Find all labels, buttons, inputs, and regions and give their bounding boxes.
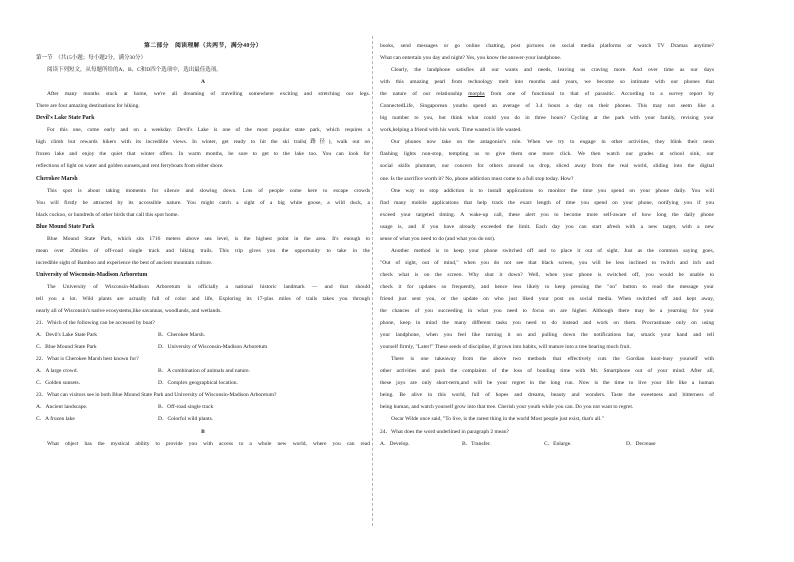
para-line: Our phones now take on the antagonist's role. When we try to engage in other activities, they blink their neon <box>391 139 714 146</box>
q24-option-b[interactable]: B．Transfer. <box>462 440 491 447</box>
q22-options-row <box>36 365 370 377</box>
para-line: sense of what you need to do (and what you do not). <box>380 235 496 242</box>
para-line: reflections of light on water and golden sunsets,and rent ferryboats from either shore. <box>36 163 224 170</box>
para-line: Clearly, the landphone satisfies all our wants and needs, leaving us craving more. And over time as our days <box>391 67 714 74</box>
para-line: being. Be alive in this world, full of hopes and dreams, beauty and wonders. Taste the sweetness and bitterness of <box>380 392 714 399</box>
right-column <box>380 40 714 450</box>
para-line: check it for updates so frequently, and hence less likely to keep pressing the "on" button to read the message your <box>380 283 714 290</box>
quote-line: Oscar Wilde once said, "To live, is the rarest thing in the world Most people just exist, that's all." <box>391 416 604 423</box>
para-line: friend just sent you, or the update on who just liked your post on social media. When switched off and kept away, <box>380 295 714 302</box>
para-line: What can entertain you day and night? Yes, you know the answer-your landphone. <box>380 55 562 62</box>
q22-option-b[interactable]: B．A combination of animals and nature. <box>158 368 250 375</box>
para-line: flashing lights non-stop, tempting us to give them one more click. We then watch our grades at school sink, our <box>380 151 714 158</box>
q24-option-d[interactable]: D．Decrease <box>626 440 656 447</box>
para-line: these joys are only short-term,and will be your regret in the long run. Now is the time to live your life like a human <box>380 380 714 387</box>
left-column <box>36 40 370 450</box>
question-24: 24．What does the word underlined in paragraph 2 mean? <box>380 428 509 435</box>
para-line: phone, keep in mind the many different tasks you need to do instead and work on them. Procrastinate only on using <box>380 320 714 327</box>
q21-options-row <box>36 329 370 341</box>
passage-b-label: B <box>201 428 205 435</box>
para-line: What object has the mystical ability to provide you with access to a whole new world, where you can read <box>47 440 370 447</box>
para-line: ConnectedLife, Singaporean youths spend an average of 3.4 hours a day on their phones. This may not seem like a <box>380 103 714 110</box>
heading-cherokee-marsh: Cherokee Marsh <box>36 175 78 182</box>
para-line: high climb but rewards hikers with its incredible views. In winter, get ready to hit the ski trails(路径), walk out on <box>36 139 370 146</box>
q22-option-a[interactable]: A．A large crowd. <box>36 368 78 375</box>
para-line: Blue Mound State Park, which sits 1716 meters above sea level, is the highest point in the area. It's enough to <box>47 235 370 242</box>
para-line: "Out of sight, out of mind," when you do not see that black screen, you will be less inclined to twitch and itch and <box>380 259 714 266</box>
para-line: social skills plummet, our concern for others around us drop, sliced away from the real world, sliding into the digital <box>380 163 714 170</box>
q21-options-row <box>36 341 370 353</box>
heading-devils-lake: Devil's Lake State Park <box>36 115 95 122</box>
para-line: usage is, and if you have already exceeded the limit. Each day you can start afresh with a new target, with a new <box>380 223 714 230</box>
q22-options-row <box>36 377 370 389</box>
para-line: tell you a lot. Wild plants are actually full of color and life, Exploring its 17-plus miles of trails takes you through <box>36 295 370 302</box>
q21-option-b[interactable]: B．Cherokee Marsh. <box>158 332 206 339</box>
q23-option-d[interactable]: D．Colorful wild plants. <box>158 416 214 423</box>
para-line: other activities and push the complaints of the loss of bonding time with Mr. Smartphone out of your mind. After all, <box>380 368 714 375</box>
instruction: 阅读下列短文，从每题所给的A、B、C和D四个选项中，选出最佳选项。 <box>47 67 222 74</box>
column-divider <box>372 36 373 526</box>
question-21: 21．Which of the following can be accessed by boat? <box>36 320 155 327</box>
para-line: For this one, come early and on a weekday. Devil's Lake is one of the most popular state park, which requires a <box>47 127 370 134</box>
q23-options-row <box>36 413 370 425</box>
q22-option-c[interactable]: C．Golden sunsets. <box>36 380 81 387</box>
para-line-underlined <box>380 88 714 100</box>
para-line: black cuckoo, or hundreds of other birds that call this spot home. <box>36 211 179 218</box>
underlined-word: morphs <box>468 91 485 98</box>
section-title: 第二部分 阅读理解（共两节，满分40分） <box>144 43 262 49</box>
para-line: one. Is the sacrifice worth it? No, phone addiction must come to a full stop today. How? <box>380 175 574 182</box>
para-line: being human, and watch yourself grow into that tree. Cherish your youth while you can. Do you not want to regret. <box>380 404 634 411</box>
heading-arboretum: University of Wisconsin-Madison Arboretum <box>36 271 148 278</box>
para-line: You will firstly be attracted by its accessible nature. You might catch a sight of a big white goose, a wild duck, a <box>36 199 370 206</box>
para-line: nearly all of Wisconsin's native ecosystems,like savannas, woodlands, and wetlands. <box>36 308 222 315</box>
para-line: incredible sight of Bamboo and experience the best of ancient mountain culture. <box>36 259 213 266</box>
para-line: This spot is about taking moments for silence and slowing down. Lots of people come here to escape crowds <box>47 187 370 194</box>
para-line: big number to you, but think what could you do in three hours? Cycling at the park with your family, revising your <box>380 115 714 122</box>
para-line: work,helping a friend with his work. Time wasted is life wasted. <box>380 127 522 134</box>
heading-blue-mound: Blue Mound State Park <box>36 223 95 230</box>
para-line: exceed your targeted timing. A wake-up call, these alert you to become more self-aware of how long the daily phone <box>380 211 714 218</box>
q21-option-c[interactable]: C．Blue Mound State Park <box>36 344 97 351</box>
para-line: your landphone, when you feel like turning it on and pulling down the notifications bar, smack your hand and tell <box>380 332 714 339</box>
para-line: check what is on the screen. Why shut it down? Well, when your phone is switched off, you would be unable to <box>380 271 714 278</box>
q23-options-row <box>36 401 370 413</box>
question-22: 22．What is Cherokee Marsh best known for? <box>36 356 139 363</box>
para-line: find many mobile applications that help track the exact length of time you spend on your phone, notifying you if you <box>380 199 714 206</box>
intro-line: There are four amazing destinations for hiking. <box>36 103 140 110</box>
para-line: with this amazing pearl from technology melt into months and years, we become so intimate with our phones that <box>380 79 714 86</box>
q21-option-d[interactable]: D．University of Wisconsin-Madison Arboretum <box>158 344 268 351</box>
para-line: Another method is to keep your phone switched off and to place it out of sight. Just as the common saying goes, <box>391 247 714 254</box>
text-run: from one of functional to that of parasitic. According to a survey report by <box>484 91 714 98</box>
para-line: The University of Wisconsin-Madison Arboretum is officially a national historic landmark — and that should <box>47 283 370 290</box>
q23-option-a[interactable]: A．Ancient landscape. <box>36 404 88 411</box>
text-run: the nature of our relationship <box>380 91 469 98</box>
passage-a-label: A <box>201 79 205 86</box>
q23-option-b[interactable]: B．Off-road single track <box>158 404 214 411</box>
para-line: books, send messages or go online chatting, post pictures on social media platforms or watch TV Dramas anytime? <box>380 43 714 49</box>
q24-options-row <box>380 438 714 450</box>
question-23: 23．What can visitors see in both Blue Mound State Park and University of Wisconsin-Madison Arboretum? <box>36 392 277 399</box>
para-line: yourself firmly, "Later!" These seeds of discipline, if grown into habits, will mature into a tree bearing much fruit. <box>380 344 631 351</box>
q22-option-d[interactable]: D．Complex geographical location. <box>158 380 238 387</box>
intro-line: After many months stuck at home, we're all dreaming of travelling somewhere exciting and stretching our legs. <box>47 91 370 98</box>
q21-option-a[interactable]: A．Devil's Lake State Park <box>36 332 98 339</box>
q23-option-c[interactable]: C．A frozen lake <box>36 416 75 423</box>
para-line: the chances of you succeeding in what you need to focus on are higher. Although there may be a yearning for your <box>380 308 714 315</box>
para-line: frozen lake and enjoy the quiet that winter offers. In warm months, be sure to get to the lake too. You can look for <box>36 151 370 158</box>
para-line: There is one takeaway from the above two methods that effectively cuts the Gordian knot-busy yourself with <box>391 356 714 363</box>
q24-option-a[interactable]: A．Develop. <box>380 440 410 447</box>
q24-option-c[interactable]: C．Enlarge. <box>544 440 572 447</box>
para-line: mean over 20miles of off-road single track and hiking trails. This trip gives you the opportunity to take in the <box>36 247 370 254</box>
part-line: 第一节 （共15小题；每小题2分，满分30分） <box>36 55 147 62</box>
para-line: One way to stop addiction is to install applications to monitor the time you spend on your phone daily. You will <box>391 187 714 194</box>
